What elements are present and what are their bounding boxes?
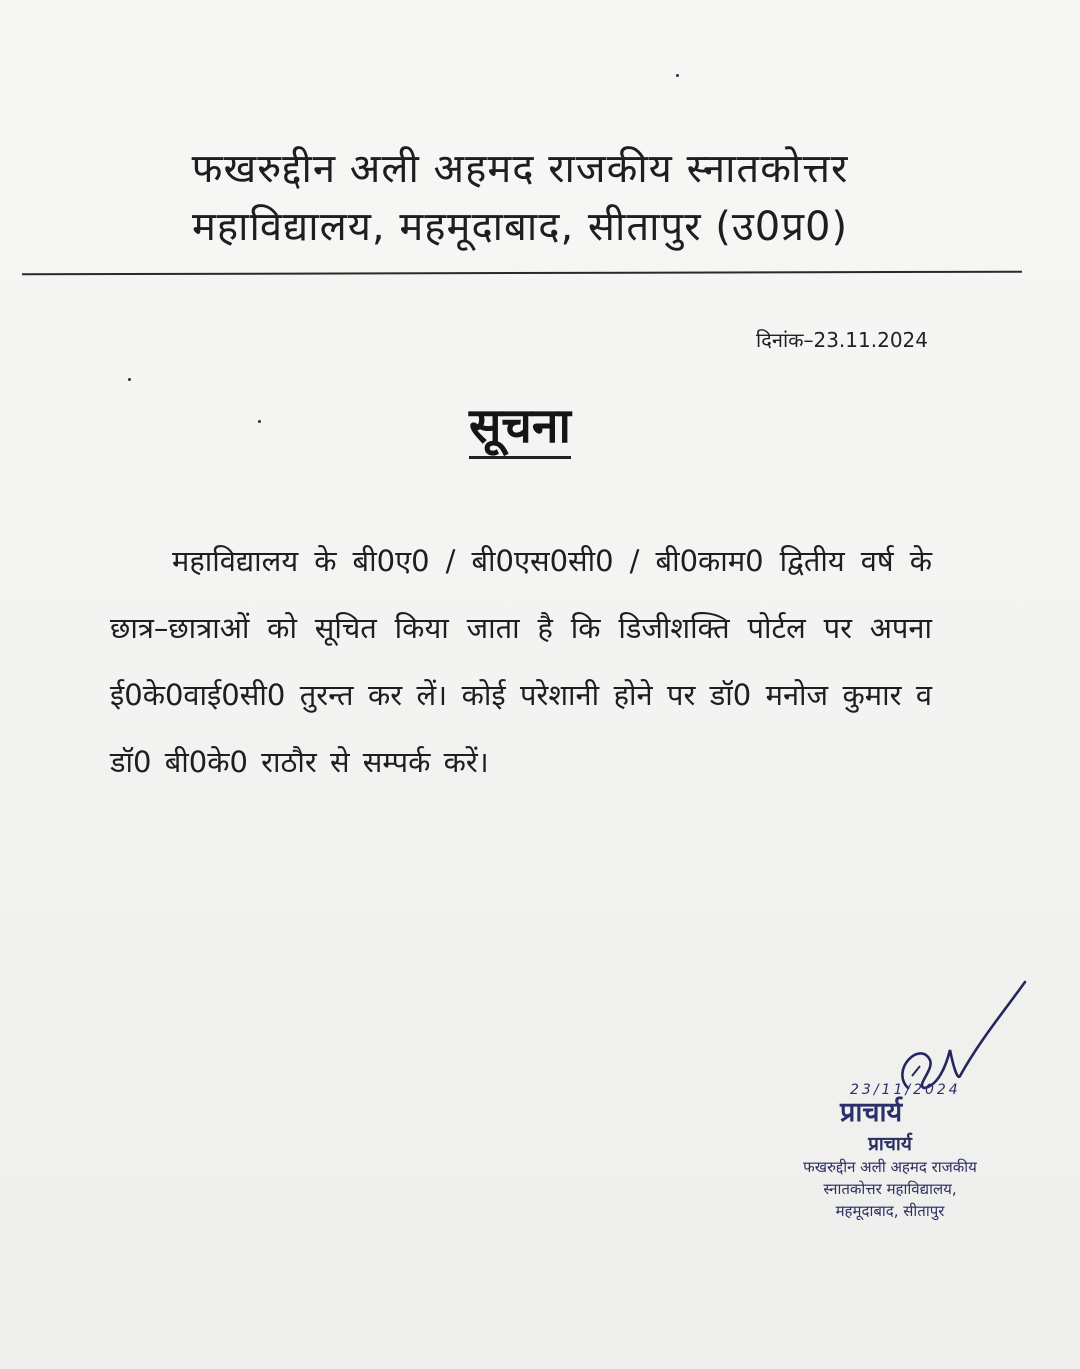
signature-date: 23/11/2024 [850, 1082, 961, 1098]
header-divider [22, 271, 1022, 276]
institution-header [0, 140, 1040, 256]
speck [676, 74, 679, 77]
notice-date: दिनांक–23.11.2024 [756, 328, 928, 352]
header-line-2: महाविद्यालय, महमूदाबाद, सीतापुर (उ0प्र0) [191, 204, 849, 250]
stamp-line-1: फखरुद्दीन अली अहमद राजकीय [803, 1158, 977, 1176]
notice-title [420, 392, 620, 457]
notice-title-text: सूचना [469, 398, 571, 459]
signature-title: प्राचार्य [840, 1097, 903, 1128]
notice-body: महाविद्यालय के बी0ए0 / बी0एस0सी0 / बी0काम0 द्वितीय वर्ष के छात्र–छात्राओं को सूचित किया जाता है कि डिजीशक्ति पोर्टल पर अपना ई0के0वाई0सी0 तुरन्त कर लें। कोई परेशानी होने पर डॉ0 मनोज कुमार व डॉ0 बी0के0 राठौर से सम्पर्क करें। [110, 544, 932, 779]
stamp-title: प्राचार्य [868, 1133, 912, 1155]
principal-stamp [760, 1132, 1020, 1222]
stamp-line-3: महमूदाबाद, सीतापुर [835, 1202, 945, 1220]
speck [128, 378, 131, 381]
stamp-line-2: स्नातकोत्तर महाविद्यालय, [823, 1180, 957, 1198]
header-line-1: फखरुद्दीन अली अहमद राजकीय स्नातकोत्तर [191, 146, 849, 192]
speck [258, 420, 261, 423]
